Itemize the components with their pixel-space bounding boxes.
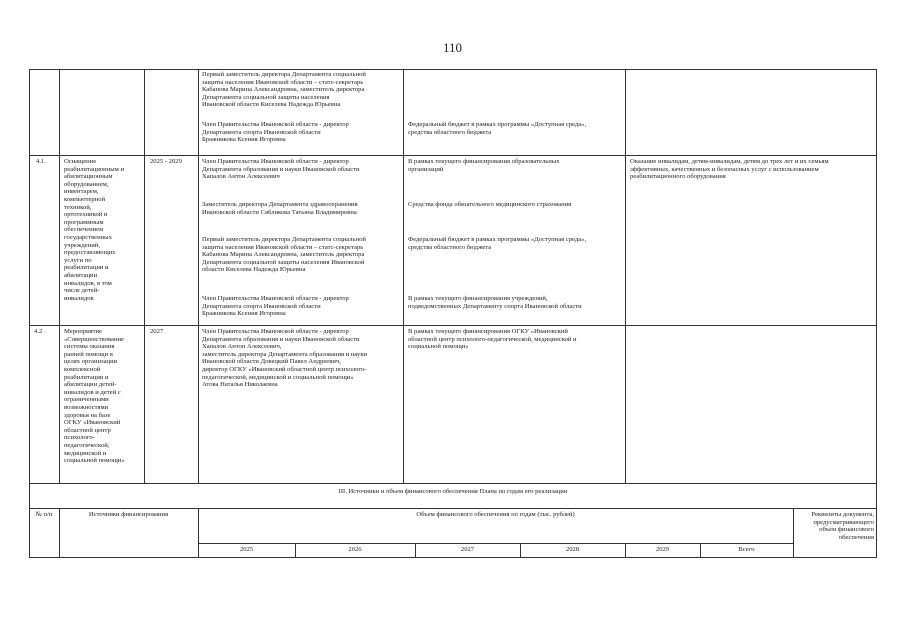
funding-cell: Федеральный бюджет в рамках программы «Доступная среда», средства областного бюджета [408,236,587,251]
funding-cell: Федеральный бюджет в рамках программы «Доступная среда», средства областного бюджета [408,121,587,136]
funding-cell: Средства фонда обязательного медицинского страхования [408,201,572,208]
fin-col-source: Источники финансирования [88,511,169,518]
activity-name: Мероприятие «Совершенствование системы оказания ранней помощи в целях организации комплексной реабилитации и абилитации детей- инвалидов и детей с ограниченными возможностями здоровья на базе ОГКУ «Ивановский областной центр психолого- педагогической, медицинской и социальной помощи» [64,328,125,465]
funding-cell: В рамках текущего финансирования образовательных организаций [408,158,560,173]
page-number: 110 [442,40,463,55]
fin-col-number: № п/п [35,511,53,518]
funding-cell: В рамках текущего финансирования учреждений, подведомственных Департаменту спорта Ивановской области [408,295,582,310]
executor-cell: Первый заместитель директора Департамента социальной защиты населения Ивановской области – статс-секретарь Кабанова Марина Александровна, заместитель директора Департамента социальной защиты населения Ивановской области Киселева Надежда Юрьевна [202,236,366,274]
executor-cell: Член Правительства Ивановской области - директор Департамента спорта Ивановской области Бражникова Ксения Игоревна [202,121,349,144]
executor-cell: Член Правительства Ивановской области - директор Департамента образования и науки Ивановской области Хапалов Антон Алексеевич [202,158,360,181]
section-title: III. Источники и объем финансового обеспечения Плана по годам его реализации [338,488,568,495]
fin-year-2029: 2029 [655,546,670,553]
executor-cell: Член Правительства Ивановской области - директор Департамента спорта Ивановской области Бражникова Ксения Игоревна [202,295,349,318]
executor-cell: Первый заместитель директора Департамента социальной защиты населения Ивановской области – статс-секретарь Кабанова Марина Александровна, заместитель директора Департамента социальной защиты населения Ивановской области Киселева Надежда Юрьевна [202,71,366,109]
row-number: 4.2 [34,328,43,335]
row-number: 4.1. [36,158,46,165]
fin-col-volume: Объем финансового обеспечения по годам (тыс. рублей) [416,511,575,518]
fin-year-2028: 2028 [565,546,580,553]
period-cell: 2027 [150,328,164,335]
executor-cell: Заместитель директора Департамента здравоохранения Ивановской области Сябликова Татьяна Владимировна [202,201,358,216]
period-cell: 2025 - 2029 [150,158,182,165]
fin-total: Всего [738,546,755,553]
funding-cell: В рамках текущего финансирования ОГКУ «Ивановский областной центр психолого-педагогической, медицинской и социальной помощи» [408,328,577,351]
fin-year-2027: 2027 [460,546,475,553]
fin-col-requisites: Реквизиты документа, предусматривающего объем финансового обеспечения [811,511,874,541]
fin-year-2026: 2026 [348,546,362,553]
result-cell: Оказание инвалидам, детям-инвалидам, детям до трех лет и их семьям эффективных, качественных и безопасных услуг с использованием реабилитационного оборудования [630,158,829,181]
executor-cell: Член Правительства Ивановской области - директор Департамента образования и науки Ивановской области Хапалов Антон Алексеевич, заместитель директора Департамента образования и науки Ивановской области Довецкий Павел Андреевич, директор ОГКУ «Ивановский областной центр психолого- педагогической, медицинской и социальной помощи» Атова Наталья Николаевна [202,328,368,389]
activity-name: Оснащение реабилитационным и абилитационным оборудованием, инвентарем, компьютерной техникой, ортотехникой и программным обеспечением государственных учреждений, предоставляющих услуги по реабилитации и абилитации инвалидов, в том числе детей- инвалидов [64,158,125,302]
fin-year-2025: 2025 [239,546,254,553]
